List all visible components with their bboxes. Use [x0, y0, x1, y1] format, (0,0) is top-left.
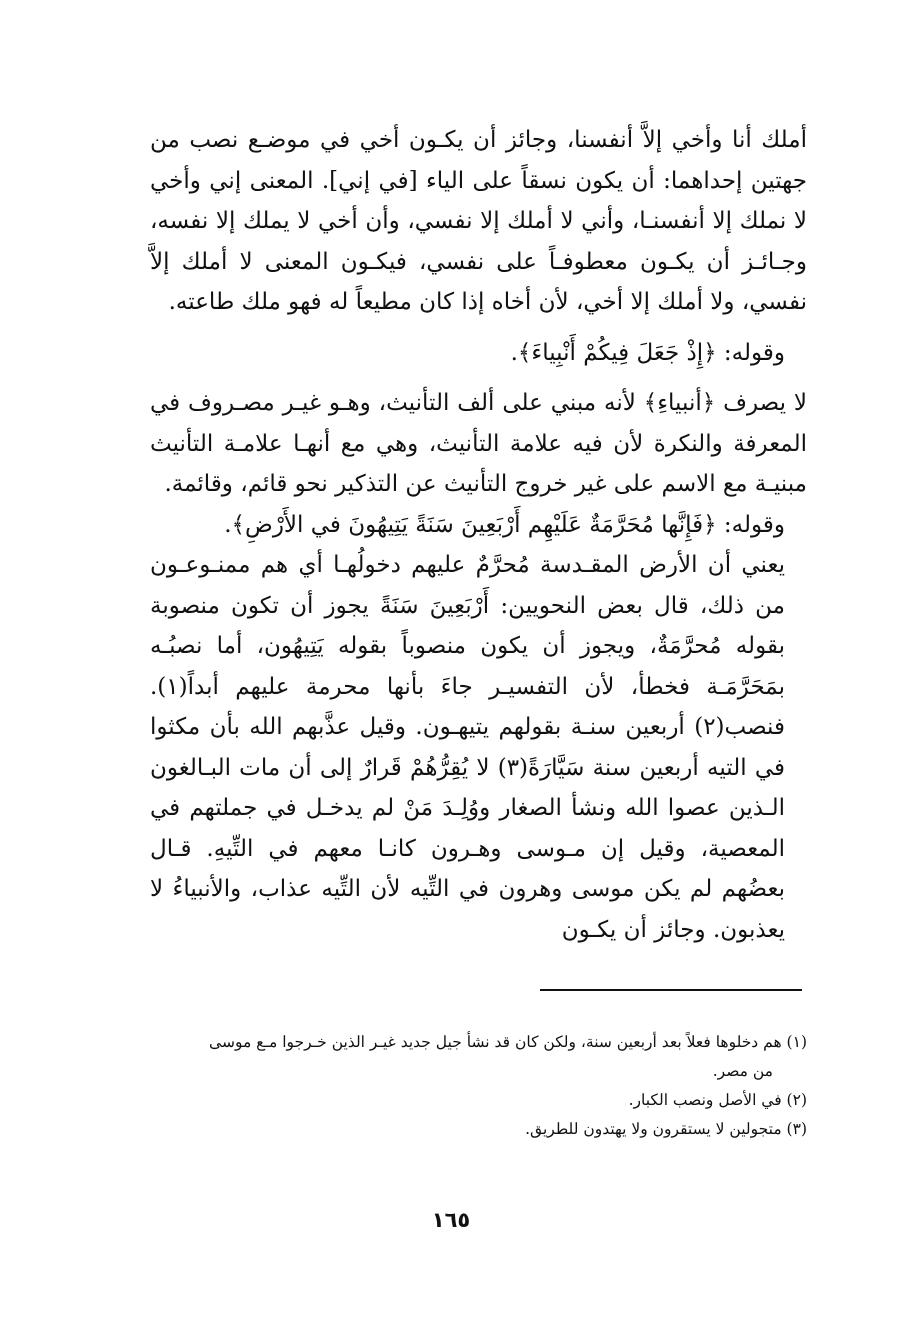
- paragraph-3: يعني أن الأرض المقـدسة مُحرَّمٌ عليهم دخولُهـا أي هم ممنـوعـون من ذلك، قال بعض النحويين: أَرْبَعِينَ سَنَةً يجوز أن تكون منصوبة بقوله مُحرَّمَةٌ، ويجوز أن يكون منصوباً بقوله يَتِيهُون، أما نصبُـه بمَحَرَّمَـة فخطأ، لأن التفسيـر جاءَ بأنها محرمة عليهم أبداً(١). فنصب(٢) أربعين سنـة بقولهم يتيهـون. وقيل عذَّبهم الله بأن مكثوا في التيه أربعين سنة سَيَّارَةً(٣) لا يُقِرُّهُمْ قَرارٌ إلى أن مات البـالغون الـذين عصوا الله ونشأ الصغار ووُلِـدَ مَنْ لم يدخـل في جملتهم في المعصية، وقيل إن مـوسى وهـرون كانـا معهم في التِّيهِ. قـال بعضُهم لم يكن موسى وهرون في التِّيه لأن التِّيه عذاب، والأنبياءُ لا يعذبون. وجائز أن يكـون: [150, 552, 785, 943]
- paragraph-1: أملك أنا وأخي إلاَّ أنفسنا، وجائز أن يكـون أخي في موضـع نصب من جهتين إحداهما: أن يكون نسقاً على الياء [في إني]. المعنى إني وأخي لا نملك إلا أنفسنـا، وأني لا أملك إلا نفسي، وأن أخي لا يملك إلا نفسه، وجـائـز أن يكـون معطوفـاً على نفسي، فيكـون المعنى لا أملك إلاَّ نفسي، ولا أملك إلا أخي، لأن أخاه إذا كان مطيعاً له فهو ملك طاعته.: [150, 127, 807, 315]
- quran-quote-2: وقوله: ﴿فَإِنَّها مُحَرَّمَةٌ عَلَيْهِم أَرْبَعِينَ سَنَةً يَتِيهُونَ في الأَرْضِ﴾.: [224, 511, 785, 538]
- page-number: ١٦٥: [431, 1208, 471, 1232]
- main-text: [150, 120, 807, 950]
- quran-quote-1: وقوله: ﴿إِذْ جَعَلَ فِيكُمْ أَنْبِياءَ﴾.: [510, 339, 785, 366]
- footnote-divider: [540, 989, 802, 991]
- footnote-1: (١) هم دخلوها فعلاً بعد أربعين سنة، ولكن كان قد نشأ جيل جديد غيـر الذين خـرجوا مـع موسى: [209, 1033, 807, 1051]
- footnote-2: (٢) في الأصل ونصب الكبار.: [628, 1091, 807, 1109]
- footnote-1-continuation: من مصر.: [712, 1062, 773, 1080]
- footnote-3: (٣) متجولين لا يستقرون ولا يهتدون للطريق.: [525, 1120, 807, 1138]
- paragraph-2: لا يصرف ﴿أنبياءِ﴾ لأنه مبني على ألف التأنيث، وهـو غيـر مصـروف في المعرفة والنكرة لأن فيه علامة التأنيث، وهي مع أنهـا علامـة التأنيث مبنيـة مع الاسم على غير خروج التأنيث عن التذكير نحو قائم، وقائمة.: [150, 390, 807, 497]
- footnotes: [160, 1028, 807, 1144]
